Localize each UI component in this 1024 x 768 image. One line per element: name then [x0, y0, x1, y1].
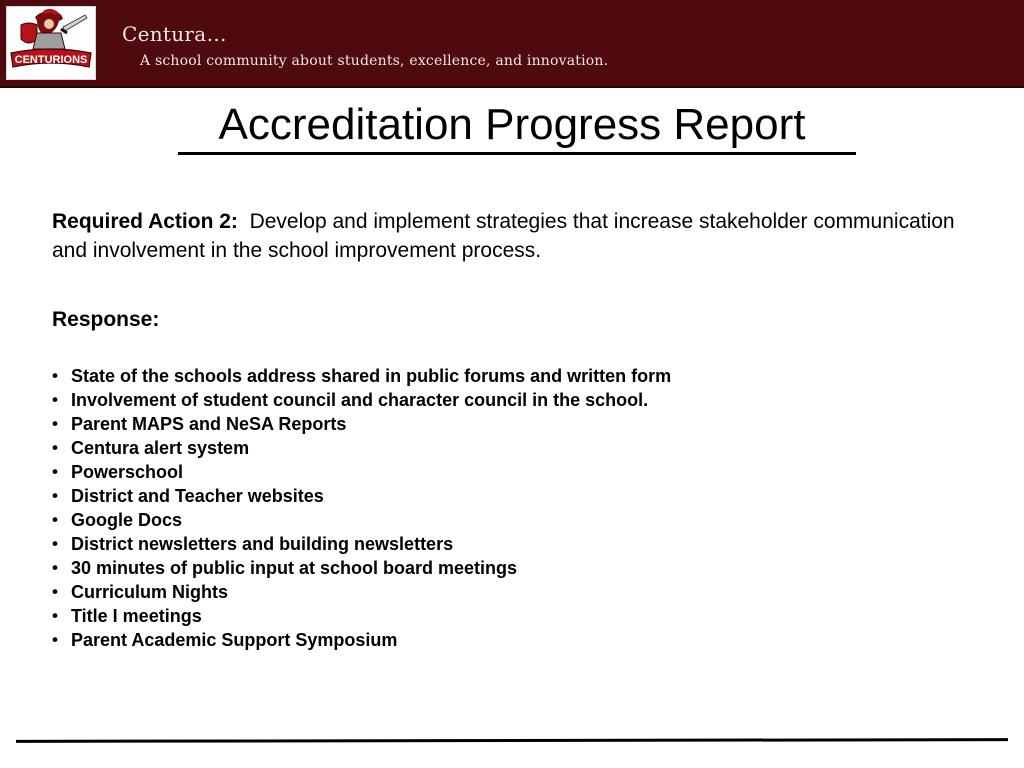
bullet-icon: • — [52, 510, 58, 529]
centurions-mascot-icon — [7, 7, 95, 79]
bullet-icon: • — [52, 534, 58, 553]
bullet-icon: • — [52, 606, 58, 625]
response-label: Response: — [52, 308, 160, 331]
list-item: • Curriculum Nights — [52, 582, 229, 602]
header-banner — [0, 0, 1024, 88]
list-item: • District and Teacher websites — [52, 486, 324, 506]
bullet-icon: • — [52, 366, 58, 385]
title-underline — [178, 152, 856, 155]
list-item: • Title I meetings — [52, 606, 202, 626]
bullet-icon: • — [52, 558, 58, 577]
list-item: • Parent Academic Support Symposium — [52, 630, 398, 650]
list-item: • Parent MAPS and NeSA Reports — [52, 414, 347, 434]
list-item: • Powerschool — [52, 462, 184, 482]
centurions-logo — [6, 6, 96, 80]
bullet-icon: • — [52, 462, 58, 481]
bullet-icon: • — [52, 486, 58, 505]
bullet-icon: • — [52, 414, 58, 433]
list-item: • 30 minutes of public input at school board meetings — [52, 558, 518, 578]
bullet-icon: • — [52, 582, 58, 601]
response-list — [52, 364, 671, 652]
bullet-icon: • — [52, 630, 58, 649]
school-name: Centura… — [122, 22, 227, 46]
school-tagline: A school community about students, excellence, and innovation. — [140, 53, 609, 69]
svg-text:CENTURIONS: CENTURIONS — [14, 54, 88, 66]
list-item: • Google Docs — [52, 510, 183, 530]
bullet-icon: • — [52, 390, 58, 409]
page-title: Accreditation Progress Report — [218, 100, 806, 149]
required-action-label: Required Action 2: — [52, 210, 238, 233]
footer-divider — [16, 738, 1008, 743]
list-item: • Involvement of student council and character council in the school. — [52, 390, 649, 410]
list-item: • State of the schools address shared in public forums and written form — [52, 366, 672, 386]
list-item: • District newsletters and building newsletters — [52, 534, 454, 554]
list-item: • Centura alert system — [52, 438, 250, 458]
bullet-icon: • — [52, 438, 58, 457]
required-action-paragraph — [52, 207, 992, 265]
required-action-text: Develop and implement strategies that increase stakeholder communication and involvement in the school improvement process. — [52, 210, 955, 262]
